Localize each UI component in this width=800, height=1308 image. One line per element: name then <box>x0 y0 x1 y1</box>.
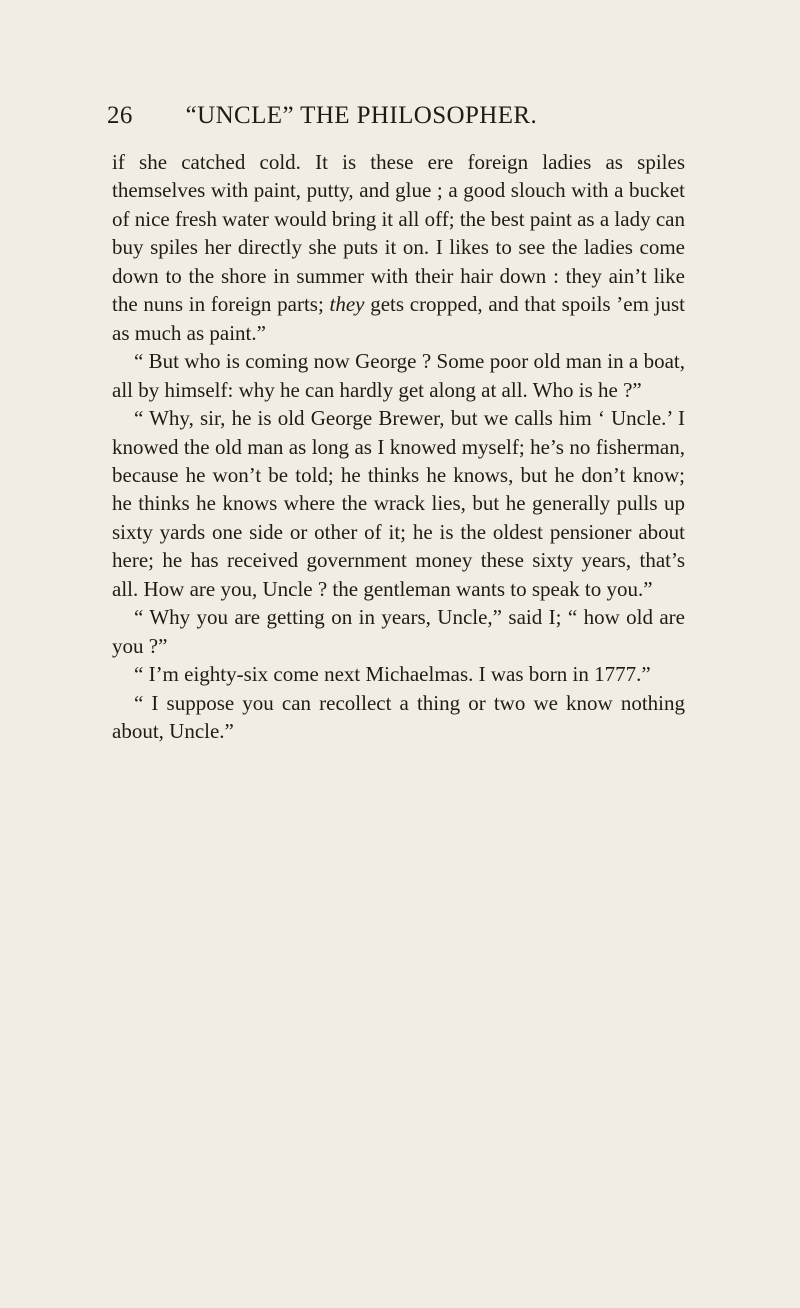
paragraph-1-italic-word: they <box>329 292 365 317</box>
paragraph-1-text-before: if she catched cold. It is these ere foreign ladies as spiles themselves with paint, putty, and glue ; a good slouch with a bucket of nice fresh water would bring it all off; the best paint as a lady can buy spiles her directly she puts it on. I likes to see the ladies come down to the shore in summer with their hair down : they ain’t like the nuns in foreign parts; <box>112 150 685 317</box>
paragraph-4: “ Why you are getting on in years, Uncle,” said I; “ how old are you ?” <box>112 605 685 658</box>
running-title: “UNCLE” THE PHILOSOPHER. <box>185 102 538 129</box>
paragraph-2: “ But who is coming now George ? Some poor old man in a boat, all by himself: why he can hardly get along at all. Who is he ?” <box>112 349 685 402</box>
paragraph-6: “ I suppose you can recollect a thing or two we know nothing about, Uncle.” <box>112 690 685 744</box>
page-number: 26 <box>107 102 133 129</box>
paragraph-3: “ Why, sir, he is old George Brewer, but we calls him ‘ Uncle.’ I knowed the old man as long as I knowed myself; he’s no fisherman, because he won’t be told; he thinks he knows, but he don’t know; he thinks he knows where the wrack lies, but he generally pulls up sixty yards one side or other of it; he is the oldest pensioner about here; he has received government money these sixty years, that’s all. How are you, Uncle ? the gentleman wants to speak to you.” <box>112 406 685 601</box>
running-head <box>107 102 707 142</box>
body-text <box>112 148 685 746</box>
paragraph-1 <box>112 148 685 347</box>
paragraph-5: “ I’m eighty-six come next Michaelmas. I was born in 1777.” <box>134 662 651 687</box>
paragraph-1-text-after: gets cropped, and that spoils ’em just as much as paint.” <box>112 292 685 345</box>
